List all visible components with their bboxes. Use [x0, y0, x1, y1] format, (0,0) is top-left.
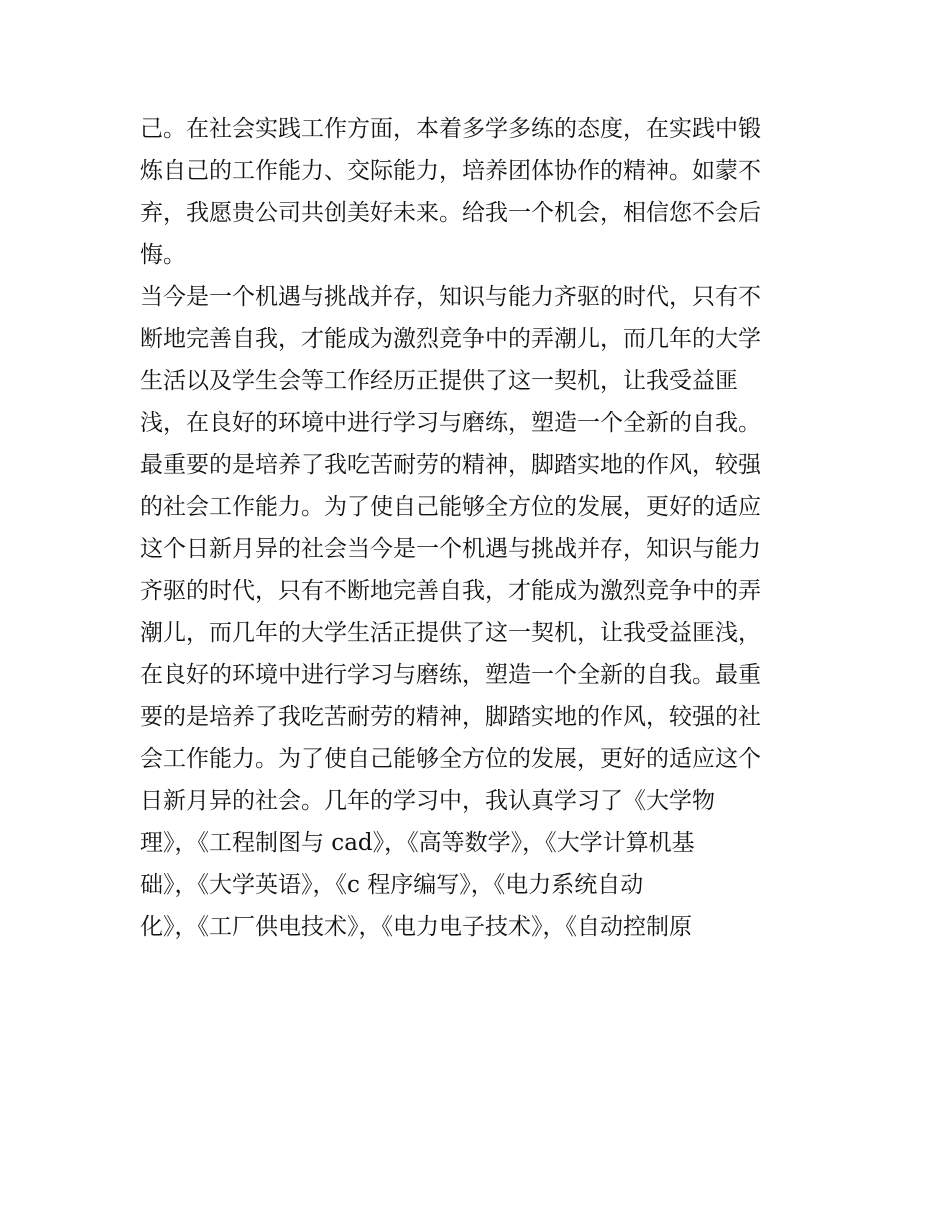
text-line: 浅，在良好的环境中进行学习与磨练，塑造一个全新的自我。 [140, 410, 761, 436]
text-line: 生活以及学生会等工作经历正提供了这一契机，让我受益匪 [140, 368, 738, 394]
text-line: 础》，《大学英语》，《c 程序编写》，《电力系统自动 [140, 872, 644, 898]
text-line: 弃，我愿贵公司共创美好未来。给我一个机会，相信您不会后 [140, 200, 761, 226]
text-line: 要的是培养了我吃苦耐劳的精神，脚踏实地的作风，较强的社 [140, 704, 761, 730]
text-line: 当今是一个机遇与挑战并存，知识与能力齐驱的时代，只有不 [140, 284, 761, 310]
text-line: 的社会工作能力。为了使自己能够全方位的发展，更好的适应 [140, 494, 761, 520]
text-line: 齐驱的时代，只有不断地完善自我，才能成为激烈竞争中的弄 [140, 578, 761, 604]
text-line: 炼自己的工作能力、交际能力，培养团体协作的精神。如蒙不 [140, 158, 761, 184]
text-line: 在良好的环境中进行学习与磨练，塑造一个全新的自我。最重 [140, 662, 761, 688]
body-text [140, 108, 830, 948]
text-line: 理》，《工程制图与 cad》，《高等数学》，《大学计算机基 [140, 830, 695, 856]
text-line: 潮儿，而几年的大学生活正提供了这一契机，让我受益匪浅， [140, 620, 761, 646]
text-line: 日新月异的社会。几年的学习中，我认真学习了《大学物 [140, 788, 715, 814]
text-line: 悔。 [140, 242, 186, 268]
text-line: 化》，《工厂供电技术》，《电力电子技术》，《自动控制原 [140, 914, 692, 940]
text-line: 最重要的是培养了我吃苦耐劳的精神，脚踏实地的作风，较强 [140, 452, 761, 478]
text-line: 这个日新月异的社会当今是一个机遇与挑战并存，知识与能力 [140, 536, 761, 562]
text-line: 断地完善自我，才能成为激烈竞争中的弄潮儿，而几年的大学 [140, 326, 761, 352]
text-line: 会工作能力。为了使自己能够全方位的发展，更好的适应这个 [140, 746, 761, 772]
text-line: 己。在社会实践工作方面，本着多学多练的态度，在实践中锻 [140, 116, 761, 142]
